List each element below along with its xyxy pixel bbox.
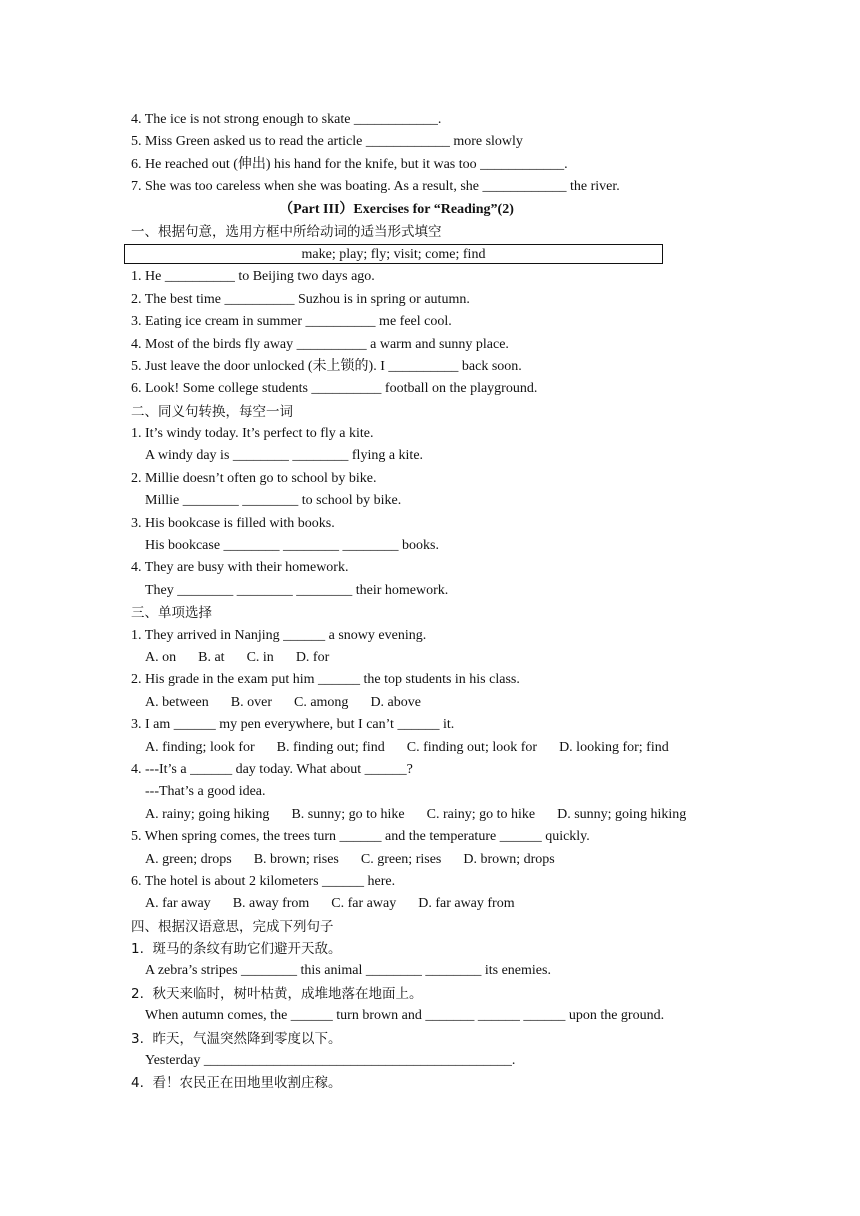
option: C. far away — [331, 896, 397, 912]
part3-title: （Part III）Exercises for “Reading”(2) — [279, 201, 514, 217]
section-heading: 三、单项选择 — [131, 605, 212, 622]
option: D. sunny; going hiking — [557, 806, 687, 822]
option: D. looking for; find — [559, 739, 669, 755]
section-1 — [131, 222, 751, 402]
exercise-line: 4. Most of the birds fly away __________ a warm and sunny place. — [131, 336, 509, 352]
answer-line: When autumn comes, the ______ turn brown and _______ ______ ______ upon the ground. — [145, 1008, 665, 1024]
worksheet-page — [131, 110, 751, 1096]
question-line: 2. His grade in the exam put him ______ the top students in his class. — [131, 672, 520, 688]
answer-line: His bookcase ________ ________ ________ books. — [145, 538, 439, 554]
options-line — [131, 894, 751, 916]
options-line — [131, 850, 751, 872]
option: C. in — [246, 649, 274, 665]
options-line — [131, 805, 751, 827]
answer-line: Yesterday ____________________________________________. — [145, 1053, 516, 1069]
question-line: 4. ---It’s a ______ day today. What about ______? — [131, 761, 413, 777]
section-heading: 二、同义句转换，每空一词 — [131, 403, 293, 420]
option: B. at — [198, 649, 225, 665]
question-line: ---That’s a good idea. — [145, 784, 266, 800]
option: D. for — [295, 649, 330, 665]
question-line: 6. The hotel is about 2 kilometers ______ here. — [131, 873, 396, 889]
exercise-line: 1. He __________ to Beijing two days ago. — [131, 269, 375, 285]
answer-line: A windy day is ________ ________ flying a kite. — [145, 448, 424, 464]
answer-line: Millie ________ ________ to school by bike. — [145, 493, 402, 509]
exercise-line: 6. Look! Some college students __________ football on the playground. — [131, 381, 538, 397]
options-line — [131, 738, 751, 760]
answer-line: They ________ ________ ________ their homework. — [145, 582, 449, 598]
word-box: make; play; fly; visit; come; find — [124, 244, 663, 264]
exercise-line: 3. Eating ice cream in summer __________ me feel cool. — [131, 314, 452, 330]
question-line: 5. When spring comes, the trees turn ______ and the temperature ______ quickly. — [131, 829, 590, 845]
exercise-line: 5. Miss Green asked us to read the article ____________ more slowly — [131, 134, 523, 150]
answer-line: A zebra’s stripes ________ this animal ________ ________ its enemies. — [145, 963, 551, 979]
option: B. finding out; find — [276, 739, 385, 755]
exercise-line: 4. The ice is not strong enough to skate ____________. — [131, 112, 442, 127]
option: A. green; drops — [145, 851, 232, 867]
question-line: 3. I am ______ my pen everywhere, but I can’t ______ it. — [131, 717, 455, 733]
option: A. rainy; going hiking — [145, 806, 270, 822]
option: B. brown; rises — [253, 851, 339, 867]
option: C. rainy; go to hike — [426, 806, 536, 822]
option: C. finding out; look for — [406, 739, 538, 755]
question-line: 4. They are busy with their homework. — [131, 560, 349, 576]
section-4 — [131, 917, 751, 1096]
section-heading: 一、根据句意，选用方框中所给动词的适当形式填空 — [131, 223, 442, 240]
exercise-line: 2. The best time __________ Suzhou is in spring or autumn. — [131, 291, 470, 307]
question-line: 2. 秋天来临时，树叶枯黄，成堆地落在地面上。 — [131, 985, 423, 1002]
exercise-line: 6. He reached out (伸出) his hand for the knife, but it was too ____________. — [131, 156, 568, 172]
option: B. over — [230, 694, 272, 710]
option: D. far away from — [418, 896, 515, 912]
exercise-line: 7. She was too careless when she was boating. As a result, she ____________ the river. — [131, 179, 620, 195]
option: A. far away — [145, 896, 211, 912]
question-line: 3. 昨天，气温突然降到零度以下。 — [131, 1030, 342, 1047]
options-line — [131, 648, 751, 670]
option: D. brown; drops — [463, 851, 555, 867]
section-heading: 四、根据汉语意思，完成下列句子 — [131, 918, 334, 935]
option: C. among — [293, 694, 349, 710]
question-line: 1. They arrived in Nanjing ______ a snowy evening. — [131, 627, 427, 643]
section-3 — [131, 603, 751, 916]
question-line: 1. It’s windy today. It’s perfect to fly a kite. — [131, 426, 374, 442]
option: A. on — [145, 649, 177, 665]
section-2 — [131, 402, 751, 604]
part2-tail — [131, 110, 751, 200]
option: A. finding; look for — [145, 739, 255, 755]
option: C. green; rises — [360, 851, 442, 867]
option: B. away from — [232, 896, 310, 912]
exercise-line: 5. Just leave the door unlocked (未上锁的). I __________ back soon. — [131, 358, 522, 374]
options-line — [131, 693, 751, 715]
question-line: 1. 斑马的条纹有助它们避开天敌。 — [131, 941, 342, 958]
question-line: 3. His bookcase is filled with books. — [131, 515, 335, 531]
question-line: 2. Millie doesn’t often go to school by bike. — [131, 470, 377, 486]
option: D. above — [370, 694, 421, 710]
question-line: 4. 看！农民正在田地里收割庄稼。 — [131, 1075, 342, 1092]
option: B. sunny; go to hike — [291, 806, 405, 822]
option: A. between — [145, 694, 209, 710]
